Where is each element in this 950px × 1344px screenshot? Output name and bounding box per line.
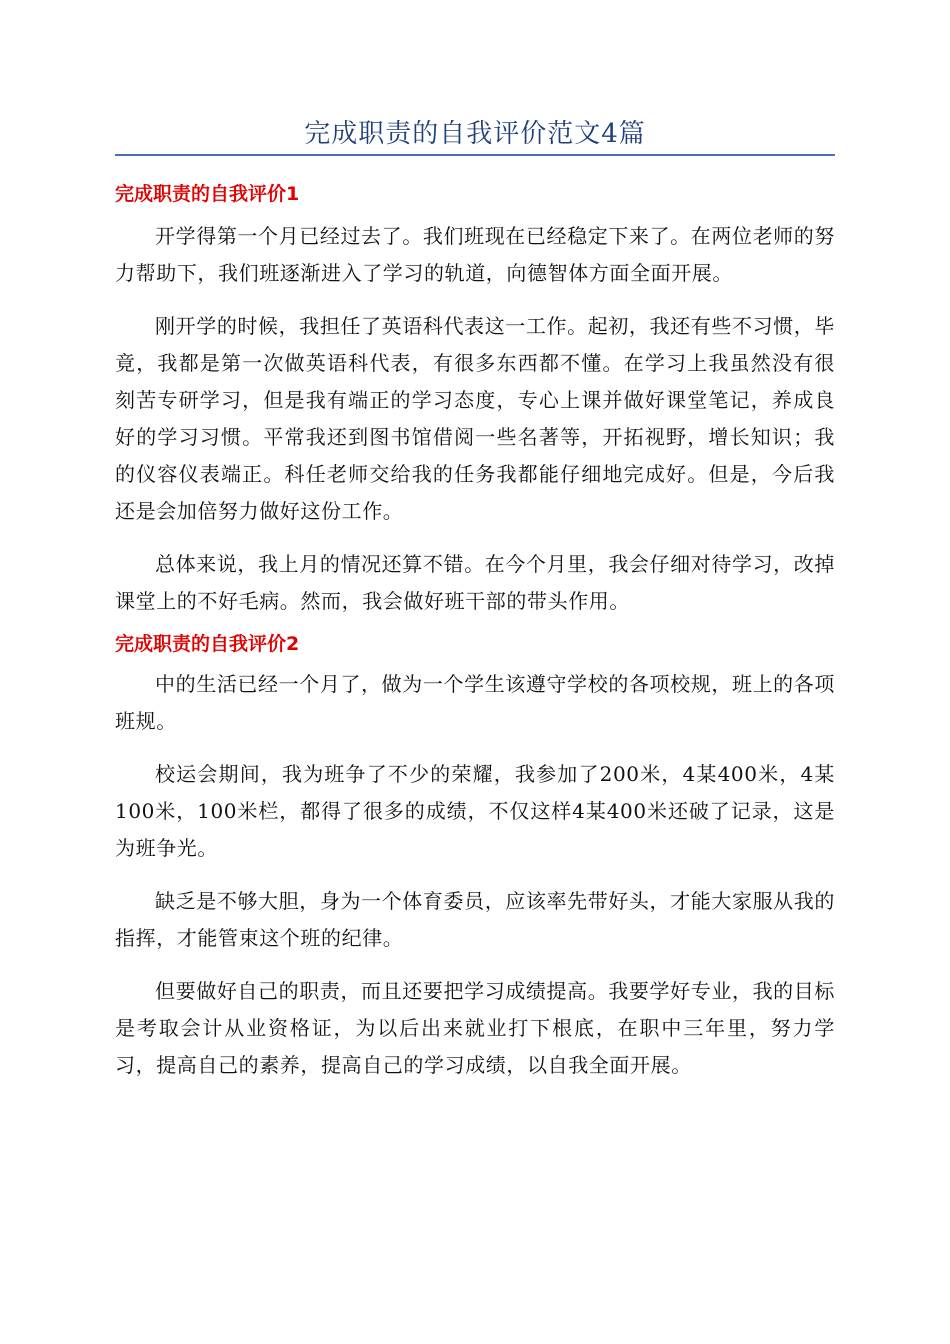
section-1-paragraph-2: 刚开学的时候，我担任了英语科代表这一工作。起初，我还有些不习惯，毕竟，我都是第一次做英语科代表，有很多东西都不懂。在学习上我虽然没有很刻苦专研学习，但是我有端正的学习态度，专心上课并做好课堂笔记，养成良好的学习习惯。平常我还到图书馆借阅一些名著等，开拓视野，增长知识；我的仪容仪表端正。科任老师交给我的任务我都能仔细地完成好。但是，今后我还是会加倍努力做好这份工作。 xyxy=(115,314,835,523)
section-heading-1: 完成职责的自我评价1 xyxy=(115,183,300,205)
document-title: 完成职责的自我评价范文4篇 xyxy=(304,119,646,149)
section-2-paragraph-1: 中的生活已经一个月了，做为一个学生该遵守学校的各项校规，班上的各项班规。 xyxy=(115,672,835,733)
section-1-paragraph-3: 总体来说，我上月的情况还算不错。在今个月里，我会仔细对待学习，改掉课堂上的不好毛病。然而，我会做好班干部的带头作用。 xyxy=(115,552,835,613)
title-underline xyxy=(115,154,835,156)
document-page xyxy=(115,0,835,1084)
section-heading-2: 完成职责的自我评价2 xyxy=(115,633,300,655)
section-2-paragraph-3: 缺乏是不够大胆，身为一个体育委员，应该率先带好头，才能大家服从我的指挥，才能管束这个班的纪律。 xyxy=(115,889,835,950)
section-2-paragraph-2: 校运会期间，我为班争了不少的荣耀，我参加了200米，4某400米，4某100米，100米栏，都得了很多的成绩，不仅这样4某400米还破了记录，这是为班争光。 xyxy=(115,762,835,860)
section-2-paragraph-4: 但要做好自己的职责，而且还要把学习成绩提高。我要学好专业，我的目标是考取会计从业资格证，为以后出来就业打下根底，在职中三年里，努力学习，提高自己的素养，提高自己的学习成绩，以自我全面开展。 xyxy=(115,979,835,1077)
section-1-paragraph-1: 开学得第一个月已经过去了。我们班现在已经稳定下来了。在两位老师的努力帮助下，我们班逐渐进入了学习的轨道，向德智体方面全面开展。 xyxy=(115,224,835,285)
